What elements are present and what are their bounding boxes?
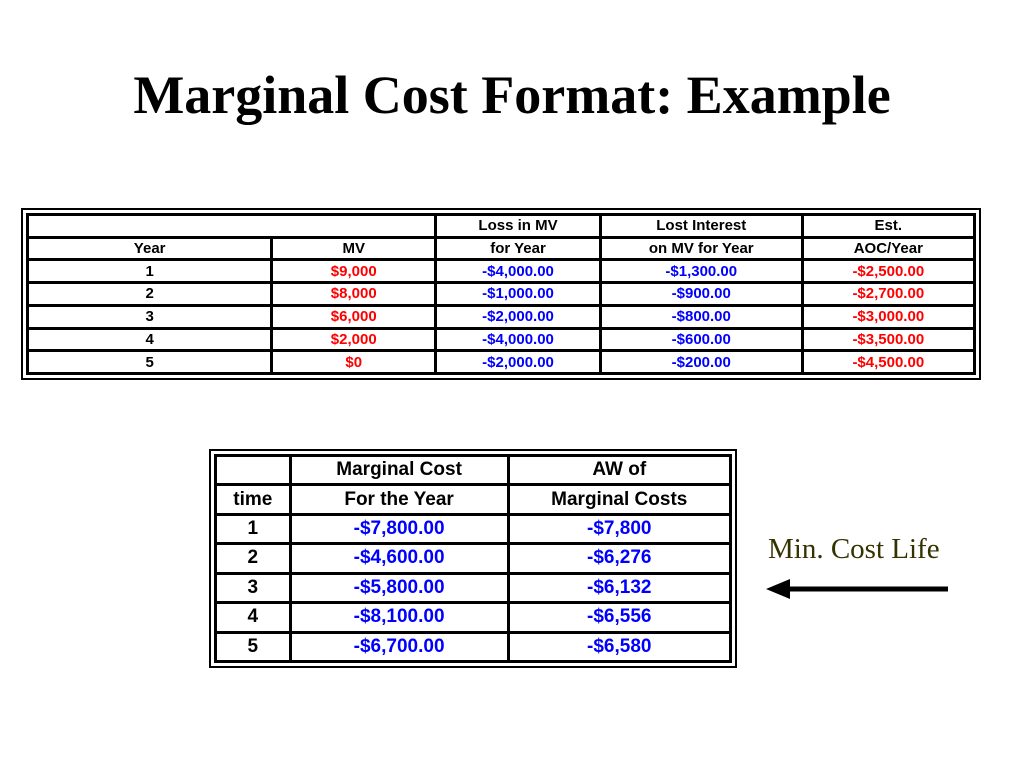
table-row [216, 632, 731, 661]
interest-cell: -$800.00 [600, 305, 802, 328]
year-cell: 4 [28, 328, 272, 351]
table-row [216, 514, 731, 543]
aoc-cell: -$2,500.00 [802, 260, 974, 283]
loss-cell: -$2,000.00 [436, 351, 601, 374]
marginal-cost-table [209, 449, 737, 668]
left-arrow-icon [766, 577, 950, 601]
table-header-row [216, 456, 731, 485]
interest-cell: -$600.00 [600, 328, 802, 351]
aw-cell: -$6,580 [508, 632, 730, 661]
interest-cell: -$200.00 [600, 351, 802, 374]
marginal-cost-cell: -$6,700.00 [290, 632, 508, 661]
header-cell: AW of [508, 456, 730, 485]
aoc-cell: -$3,500.00 [802, 328, 974, 351]
table-row [28, 283, 975, 306]
header-cell: for Year [436, 237, 601, 260]
time-cell: 1 [216, 514, 291, 543]
interest-cell: -$900.00 [600, 283, 802, 306]
table-row [216, 603, 731, 632]
header-cell: Marginal Cost [290, 456, 508, 485]
year-cell: 5 [28, 351, 272, 374]
time-cell: 2 [216, 544, 291, 573]
mv-cell: $2,000 [272, 328, 436, 351]
header-cell: Marginal Costs [508, 485, 730, 514]
year-cell: 3 [28, 305, 272, 328]
header-cell: AOC/Year [802, 237, 974, 260]
time-cell: 4 [216, 603, 291, 632]
aoc-cell: -$3,000.00 [802, 305, 974, 328]
marginal-cost-cell: -$8,100.00 [290, 603, 508, 632]
header-cell: Year [28, 237, 272, 260]
loss-cell: -$4,000.00 [436, 260, 601, 283]
loss-cell: -$1,000.00 [436, 283, 601, 306]
mv-cell: $6,000 [272, 305, 436, 328]
header-cell: Loss in MV [436, 215, 601, 238]
header-cell: Lost Interest [600, 215, 802, 238]
mv-aoc-table [21, 208, 981, 380]
header-cell [28, 215, 436, 238]
mv-cell: $9,000 [272, 260, 436, 283]
header-cell: MV [272, 237, 436, 260]
aw-cell: -$6,276 [508, 544, 730, 573]
loss-cell: -$4,000.00 [436, 328, 601, 351]
page-title: Marginal Cost Format: Example [133, 65, 891, 125]
table-row [28, 260, 975, 283]
mv-cell: $0 [272, 351, 436, 374]
aw-cell: -$6,132 [508, 573, 730, 602]
aw-cell: -$7,800 [508, 514, 730, 543]
loss-cell: -$2,000.00 [436, 305, 601, 328]
aw-cell: -$6,556 [508, 603, 730, 632]
header-cell: Est. [802, 215, 974, 238]
header-cell: on MV for Year [600, 237, 802, 260]
time-cell: 5 [216, 632, 291, 661]
min-cost-life-label: Min. Cost Life [768, 533, 940, 565]
interest-cell: -$1,300.00 [600, 260, 802, 283]
marginal-cost-cell: -$4,600.00 [290, 544, 508, 573]
header-cell: For the Year [290, 485, 508, 514]
table-row [28, 328, 975, 351]
year-cell: 1 [28, 260, 272, 283]
table-header-row [28, 237, 975, 260]
table-header-row [28, 215, 975, 238]
marginal-cost-cell: -$7,800.00 [290, 514, 508, 543]
header-cell: time [216, 485, 291, 514]
header-cell [216, 456, 291, 485]
table-row [216, 573, 731, 602]
aoc-cell: -$4,500.00 [802, 351, 974, 374]
year-cell: 2 [28, 283, 272, 306]
table-row [216, 544, 731, 573]
marginal-cost-cell: -$5,800.00 [290, 573, 508, 602]
aoc-cell: -$2,700.00 [802, 283, 974, 306]
table-header-row [216, 485, 731, 514]
mv-cell: $8,000 [272, 283, 436, 306]
time-cell: 3 [216, 573, 291, 602]
table-row [28, 305, 975, 328]
table-row [28, 351, 975, 374]
